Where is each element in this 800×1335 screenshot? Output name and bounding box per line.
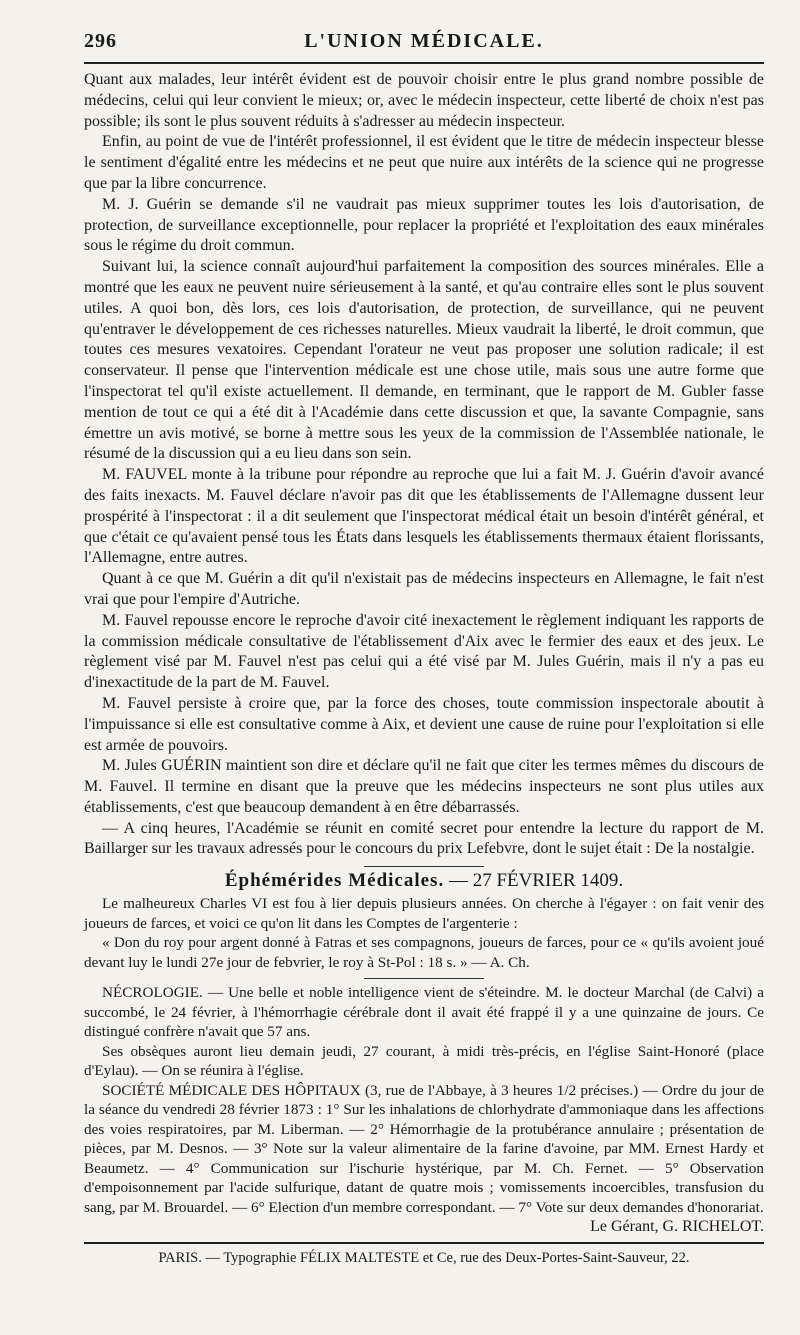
footer-rule	[84, 1242, 764, 1244]
paragraph: Enfin, au point de vue de l'intérêt professionnel, il est évident que le titre de médecin inspecteur blesse le sentiment d'égalité entre les médecins et ne peut que nuire aux intérêts de la science qui ne progresse que par la libre concurrence.	[84, 133, 764, 192]
ephemerides-heading	[84, 871, 764, 892]
paragraph: — A cinq heures, l'Académie se réunit en comité secret pour entendre la lecture du rapport de M. Baillarger sur les travaux adressés pour le concours du prix Lefebvre, dont le sujet était : De la nostalgie.	[84, 819, 764, 858]
paragraph: M. Jules GUÉRIN maintient son dire et déclare qu'il ne fait que citer les termes mêmes du discours de M. Fauvel. Il termine en disant que la preuve que les médecins inspecteurs ne sont plus utiles aux établissements, c'est que beaucoup demandent à en être débarrassés.	[84, 757, 764, 816]
necrologie-text: — Une belle et noble intelligence vient de s'éteindre. M. le docteur Marchal (de Calvi) a succombé, le 24 février, à l'hémorrhagie cérébrale dont il avait été frappé il y a une quinzaine de jours. Ce distingué confrère n'avait que 57 ans.	[84, 984, 764, 1041]
paragraph: Quant à ce que M. Guérin a dit qu'il n'existait pas de médecins inspecteurs en Allemagne, le fait n'est vrai que pour l'empire d'Autriche.	[84, 570, 764, 608]
ephemerides-quote: « Don du roy pour argent donné à Fatras et ses compagnons, joueurs de farces, pour ce « qu'ils avoient joué devant luy le lundi 27e jour de febvrier, le roy à St-Pol : 18 s. » — A. Ch.	[84, 934, 764, 971]
printer-footer: PARIS. — Typographie FÉLIX MALTESTE et Ce, rue des Deux-Portes-Saint-Sauveur, 22.	[158, 1250, 690, 1266]
societe-label: SOCIÉTÉ MÉDICALE DES HÔPITAUX	[102, 1081, 361, 1099]
article-body	[84, 70, 764, 1217]
ephemerides-date: — 27 FÉVRIER 1409.	[448, 870, 624, 892]
page-header	[84, 28, 764, 62]
ephemerides-title: Éphémérides Médicales.	[224, 870, 445, 892]
paragraph: M. Fauvel repousse encore le reproche d'avoir cité inexactement le règlement indiquant les rapports de la commission médicale consultative de l'établissement d'Aix avec le fermier des eaux et des jeux. Le règlement visé par M. Fauvel n'est pas celui qui a été visé par M. Jules Guérin, mais il n'y a pas eu d'inexactitude de la part de M. Fauvel.	[84, 611, 764, 692]
section-divider	[364, 978, 484, 979]
paragraph: M. J. Guérin se demande s'il ne vaudrait pas mieux supprimer toutes les lois d'autorisation, de protection, de surveillance exceptionnelle, pour replacer la propriété et l'exploitation des eaux minérales sous le régime du droit commun.	[84, 195, 764, 255]
ephemerides-text: Le malheureux Charles VI est fou à lier depuis plusieurs années. On cherche à l'égayer : on fait venir des joueurs de farces, et voici ce qu'on lit dans les Comptes de l'argenterie :	[84, 895, 764, 932]
paragraph: M. FAUVEL monte à la tribune pour répondre au reproche que lui a fait M. J. Guérin d'avoir avancé des faits inexacts. M. Fauvel déclare n'avoir pas dit que les établissements de l'Allemagne dussent leur prospérité à l'inspectorat : il a dit seulement que l'inspectorat médical était un besoin d'intérêt général, et que c'était ce qu'avaient pensé tous les États dans lesquels les établissements thermaux étaient florissants, l'Allemagne, entre autres.	[84, 466, 764, 567]
section-divider	[364, 866, 484, 867]
paragraph: M. Fauvel persiste à croire que, par la force des choses, toute commission inspectorale aboutit à l'impuissance si elle est consultative comme à Aix, et devient une cause de ruine pour l'exploitation si elle est armée de pouvoirs.	[84, 694, 764, 754]
paragraph: Quant aux malades, leur intérêt évident est de pouvoir choisir entre le plus grand nombre possible de médecins, celui qui leur convient le mieux; or, avec le médecin inspecteur, cette liberté de choix n'est pas possible; ils sont le plus souvent réduits à s'adresser au médecin inspecteur.	[84, 71, 764, 130]
page-number: 296	[84, 30, 117, 52]
journal-title: L'UNION MÉDICALE.	[304, 30, 544, 52]
signature: Le Gérant, G. RICHELOT.	[590, 1218, 764, 1235]
societe-text: (3, rue de l'Abbaye, à 3 heures 1/2 précises.) — Ordre du jour de la séance du vendredi 28 février 1873 : 1° Sur les inhalations de chlorhydrate d'ammoniaque dans les affections des voies respiratoires, par M. Liberman. — 2° Hémorrhagie de la protubérance annulaire ; présentation de pièces, par M. Desnos. — 3° Note sur la valeur alimentaire de la farine d'avoine, par MM. Ernest Hardy et Beaumetz. — 4° Communication sur l'ischurie hystérique, par M. Ch. Fernet. — 5° Observation d'empoisonnement par l'acide sulfurique, datant de quatre mois ; vomissements incoercibles, transfusion du sang, par M. Brouardel. — 6° Election d'un membre correspondant. — 7° Vote sur deux demandes d'honorariat.	[84, 1081, 764, 1216]
header-rule	[84, 62, 764, 64]
necrologie-text2: Ses obsèques auront lieu demain jeudi, 27 courant, à midi très-précis, en l'église Saint-Honoré (place d'Eylau). — On se réunira à l'église.	[84, 1042, 764, 1080]
necrologie-label: NÉCROLOGIE.	[102, 984, 203, 1002]
paragraph: Suivant lui, la science connaît aujourd'hui parfaitement la composition des sources minérales. Elle a montré que les eaux ne peuvent nuire sérieusement à la santé, et qu'au contraire elles sont le plus souvent utiles. A quoi bon, dès lors, ces lois d'autorisation, de protection, de surveillance, qui ne peuvent qu'entraver le développement de ces richesses naturelles. Mieux vaudrait la liberté, le droit commun, que toutes ces mesures vexatoires. Cependant l'orateur ne veut pas proposer une solution radicale; il est conservateur. Il pense que l'intervention médicale est une chose utile, mais sous une autre forme que l'inspectorat tel qu'il existe actuellement. Il demande, en terminant, que le rapport de M. Gubler fasse mention de tout ce qui a été dit à l'Académie dans cette discussion et que, la savante Compagnie, sans émettre un avis motivé, se borne à mettre sous les yeux de la commission de l'Assemblée nationale, le résumé de la discussion qui a eu lieu dans son sein.	[84, 258, 764, 463]
